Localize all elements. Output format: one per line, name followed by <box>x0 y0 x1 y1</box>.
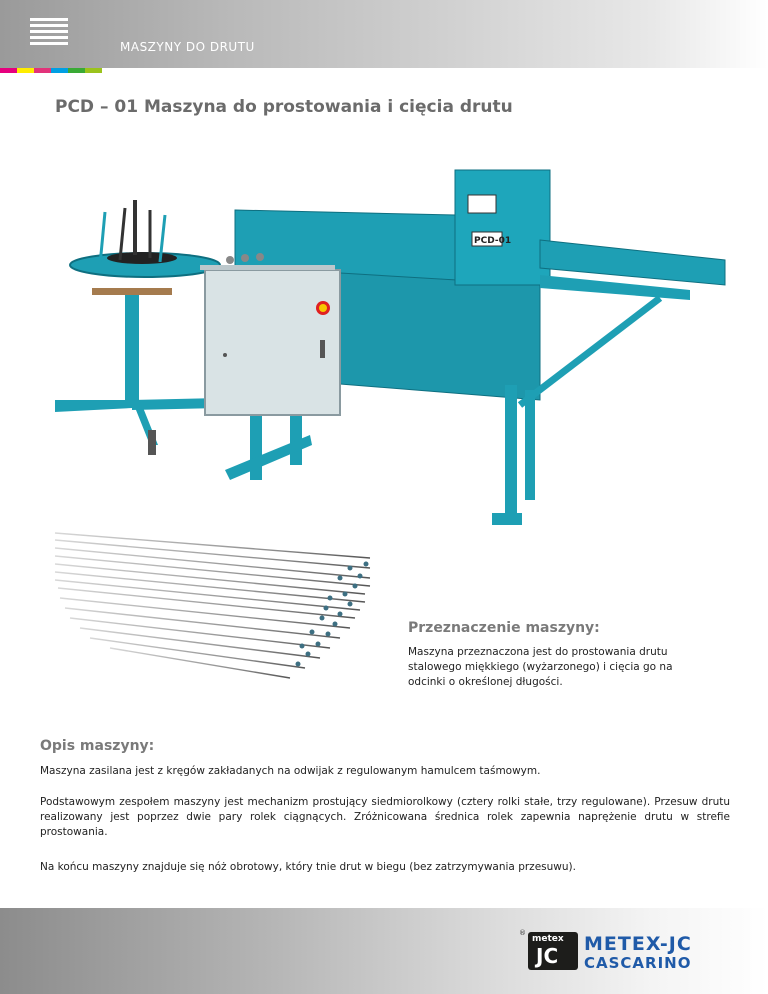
page-header <box>0 0 768 68</box>
logo-jc-text: JC <box>536 944 559 968</box>
metex-jc-logo-icon <box>528 932 578 970</box>
registered-mark: ® <box>519 929 526 937</box>
brand-name: METEX-JC <box>584 933 692 955</box>
purpose-line: odcinki o określonej długości. <box>408 676 563 688</box>
page-title: PCD – 01 Maszyna do prostowania i cięcia drutu <box>55 97 513 117</box>
color-strip <box>0 68 102 73</box>
stripes-logo-icon <box>30 18 68 50</box>
color-strip-segment <box>17 68 34 73</box>
purpose-line: Maszyna przeznaczona jest do prostowania drutu <box>408 646 668 658</box>
description-paragraph-3: Na końcu maszyny znajduje się nóż obrotowy, który tnie drut w biegu (bez zatrzymywania przesuwu). <box>40 861 576 873</box>
purpose-line: stalowego miękkiego (wyżarzonego) i cięcia go na <box>408 661 673 673</box>
description-heading: Opis maszyny: <box>40 738 155 754</box>
wire-straightening-machine-photo <box>50 150 730 540</box>
color-strip-segment <box>85 68 102 73</box>
description-paragraph-2: Podstawowym zespołem maszyny jest mechanizm prostujący siedmiorolkowy (cztery rolki stałe, trzy regulowane). Przesuw drutu realizowany jest poprzez dwie pary rolek ciągnących. Zróżnicowana średnica rolek zapewnia naprężenie drutu w strefie prostowania. <box>40 796 730 838</box>
color-strip-segment <box>51 68 68 73</box>
color-strip-segment <box>0 68 17 73</box>
description-paragraph-1: Maszyna zasilana jest z kręgów zakładanych na odwijak z regulowanym hamulcem taśmowym. <box>40 765 541 777</box>
header-title: MASZYNY DO DRUTU <box>120 40 255 54</box>
purpose-text <box>408 645 728 690</box>
logo-small-text: metex <box>532 934 564 944</box>
purpose-heading: Przeznaczenie maszyny: <box>408 620 600 636</box>
machine-model-label: PCD-01 <box>474 236 512 246</box>
steel-wire-rods-photo <box>50 528 380 688</box>
color-strip-segment <box>34 68 51 73</box>
brand-subname: CASCARINO <box>584 954 692 972</box>
color-strip-segment <box>68 68 85 73</box>
